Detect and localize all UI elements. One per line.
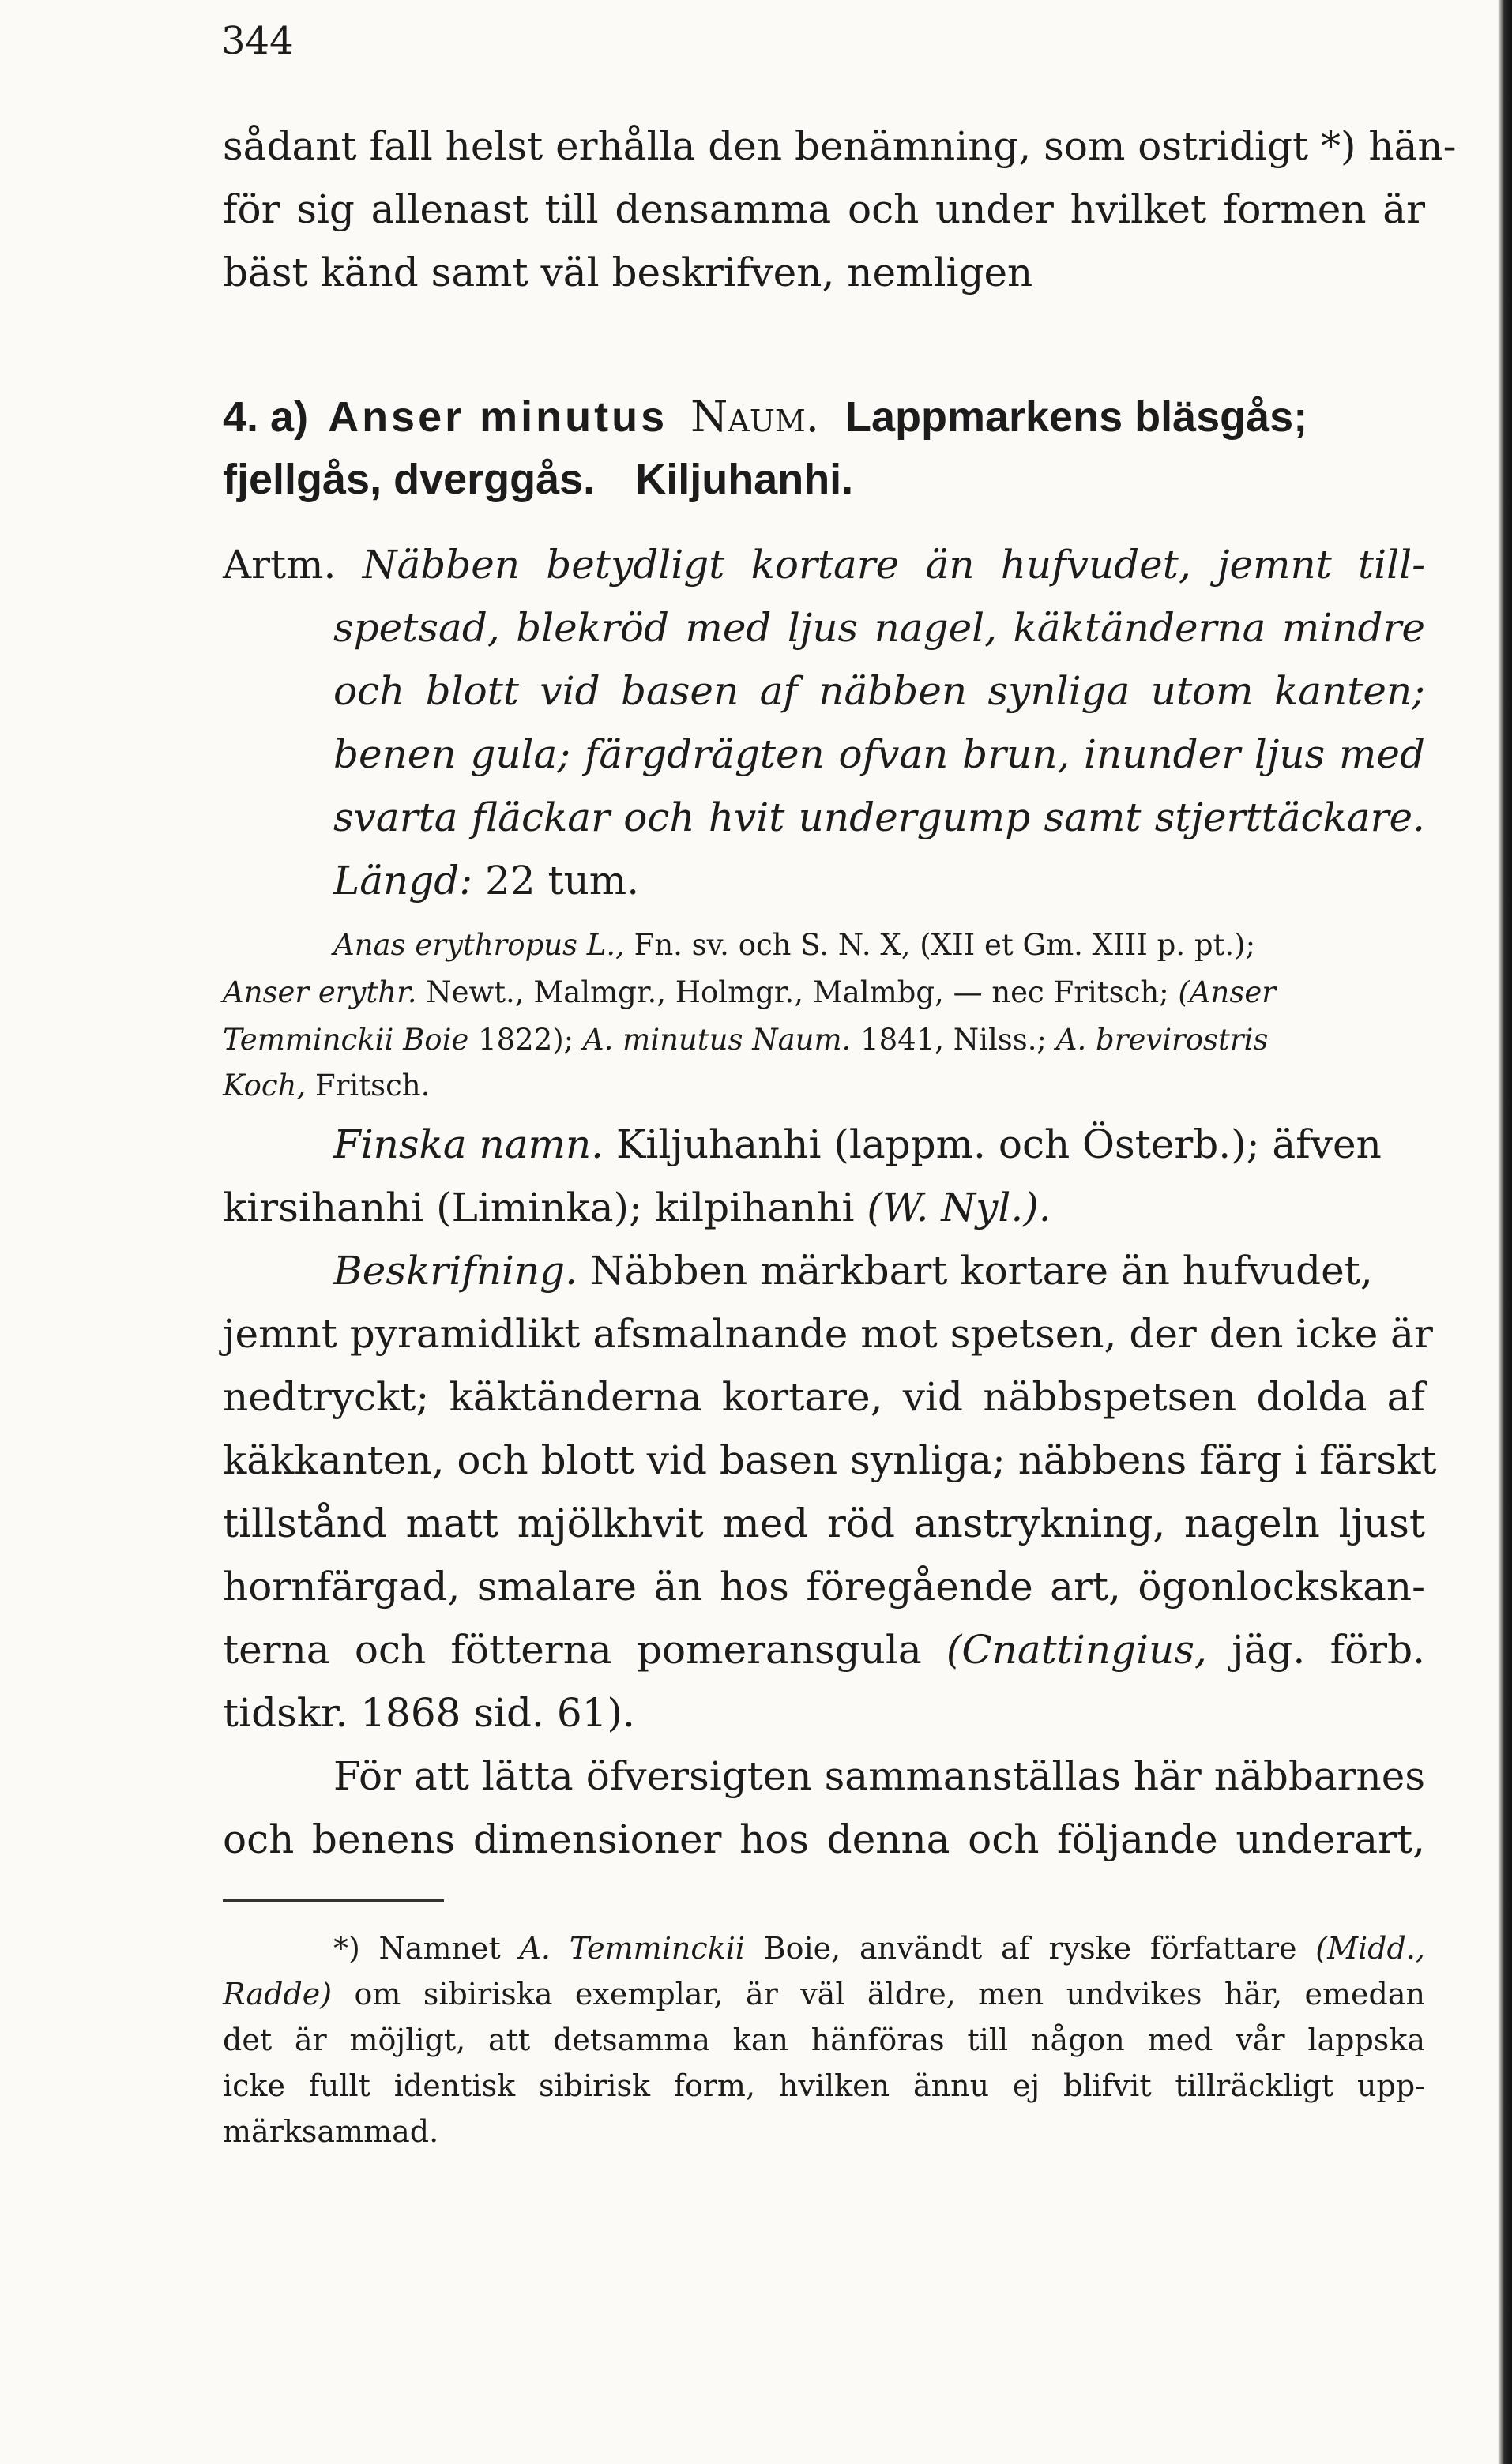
description-line-2: jemnt pyramidlikt afsmalnande mot spetsen, der den icke är — [223, 1311, 1433, 1357]
synonyms-line-2: Anser erythr. Newt., Malmgr., Holmgr., Malmbg, — nec Fritsch; (Anser — [223, 975, 1276, 1009]
paragraph-2-line-2: och benens dimensioner hos denna och följande underart, — [223, 1816, 1425, 1862]
footnote-rule — [223, 1899, 444, 1902]
swedish-names-1: Lappmarkens bläsgås; — [844, 393, 1308, 441]
species-heading-line-1 — [223, 392, 1307, 441]
description-line-5: tillstånd matt mjölkhvit med röd anstrykning, nageln ljust — [223, 1501, 1425, 1546]
diagnosis-line-5: svarta fläckar och hvit undergump samt stjerttäckare. — [333, 794, 1425, 840]
finnish-names-line-1: Finska namn. Kiljuhanhi (lappm. och Österb.); äfven — [333, 1121, 1382, 1167]
synonyms-line-4: Koch, Fritsch. — [223, 1069, 431, 1102]
description-line-6: hornfärgad, smalare än hos föregående art, ögonlockskan- — [223, 1564, 1425, 1609]
footnote-line-5: märksammad. — [223, 2114, 439, 2149]
synonyms-line-1: Anas erythropus L., Fn. sv. och S. N. X, (XII et Gm. XIII p. pt.); — [333, 928, 1256, 962]
diagnosis-line-2: spetsad, blekröd med ljus nagel, käktänderna mindre — [333, 605, 1425, 651]
diagnosis-line-4: benen gula; färgdrägten ofvan brun, inunder ljus med — [333, 731, 1425, 777]
description-label: Beskrifning. — [333, 1248, 577, 1294]
synonyms-line-3: Temminckii Boie 1822); A. minutus Naum. 1841, Nilss.; A. brevirostris — [223, 1023, 1269, 1057]
length-label: Längd: — [333, 858, 473, 903]
description-line-3: nedtryckt; käktänderna kortare, vid näbbspetsen dolda af — [223, 1374, 1425, 1420]
paragraph-2-line-1: För att lätta öfversigten sammanställas här näbbarnes — [333, 1753, 1425, 1799]
latin-name: Anser minutus — [328, 393, 668, 441]
authority: Naum. — [690, 392, 819, 441]
finnish-names-label: Finska namn. — [333, 1121, 604, 1167]
intro-line-1: sådant fall helst erhålla den benämning, som ostridigt *) hän- — [223, 123, 1457, 169]
page-edge-shadow — [1498, 0, 1512, 2464]
finnish-names-line-2: kirsihanhi (Liminka); kilpihanhi (W. Nyl.). — [223, 1185, 1051, 1230]
length-line — [333, 858, 640, 903]
footnote-line-3: det är möjligt, att detsamma kan hänföras till någon med vår lappska — [223, 2023, 1425, 2057]
diagnosis-label: Artm. — [223, 542, 337, 588]
description-line-7: terna och fötterna pomeransgula (Cnattingius, jäg. förb. — [223, 1627, 1425, 1673]
description-line-8: tidskr. 1868 sid. 61). — [223, 1690, 635, 1736]
intro-line-2: för sig allenast till densamma och under hvilket formen är — [223, 186, 1425, 232]
description-line-4: käkkanten, och blott vid basen synliga; näbbens färg i färskt — [223, 1437, 1437, 1483]
species-number: 4. a) — [223, 393, 309, 441]
length-value: 22 tum. — [484, 858, 640, 903]
diagnosis-line-1: Artm. Näbben betydligt kortare än hufvudet, jemnt till- — [223, 542, 1425, 588]
footnote-line-1: *) Namnet A. Temminckii Boie, användt af ryske författare (Midd., — [333, 1931, 1425, 1966]
intro-line-3: bäst känd samt väl beskrifven, nemligen — [223, 250, 1033, 295]
diagnosis-line-3: och blott vid basen af näbben synliga utom kanten; — [333, 668, 1425, 714]
footnote-line-4: icke fullt identisk sibirisk form, hvilken ännu ej blifvit tillräckligt upp- — [223, 2068, 1425, 2103]
finnish-name: Kiljuhanhi. — [635, 456, 854, 503]
page-number: 344 — [221, 19, 294, 63]
swedish-names-2: fjellgås, dverggås. — [223, 456, 596, 503]
species-heading-line-2 — [223, 455, 853, 504]
description-line-1: Beskrifning. Näbben märkbart kortare än hufvudet, — [333, 1248, 1373, 1294]
footnote-line-2: Radde) om sibiriska exemplar, är väl äldre, men undvikes här, emedan — [223, 1977, 1425, 2011]
